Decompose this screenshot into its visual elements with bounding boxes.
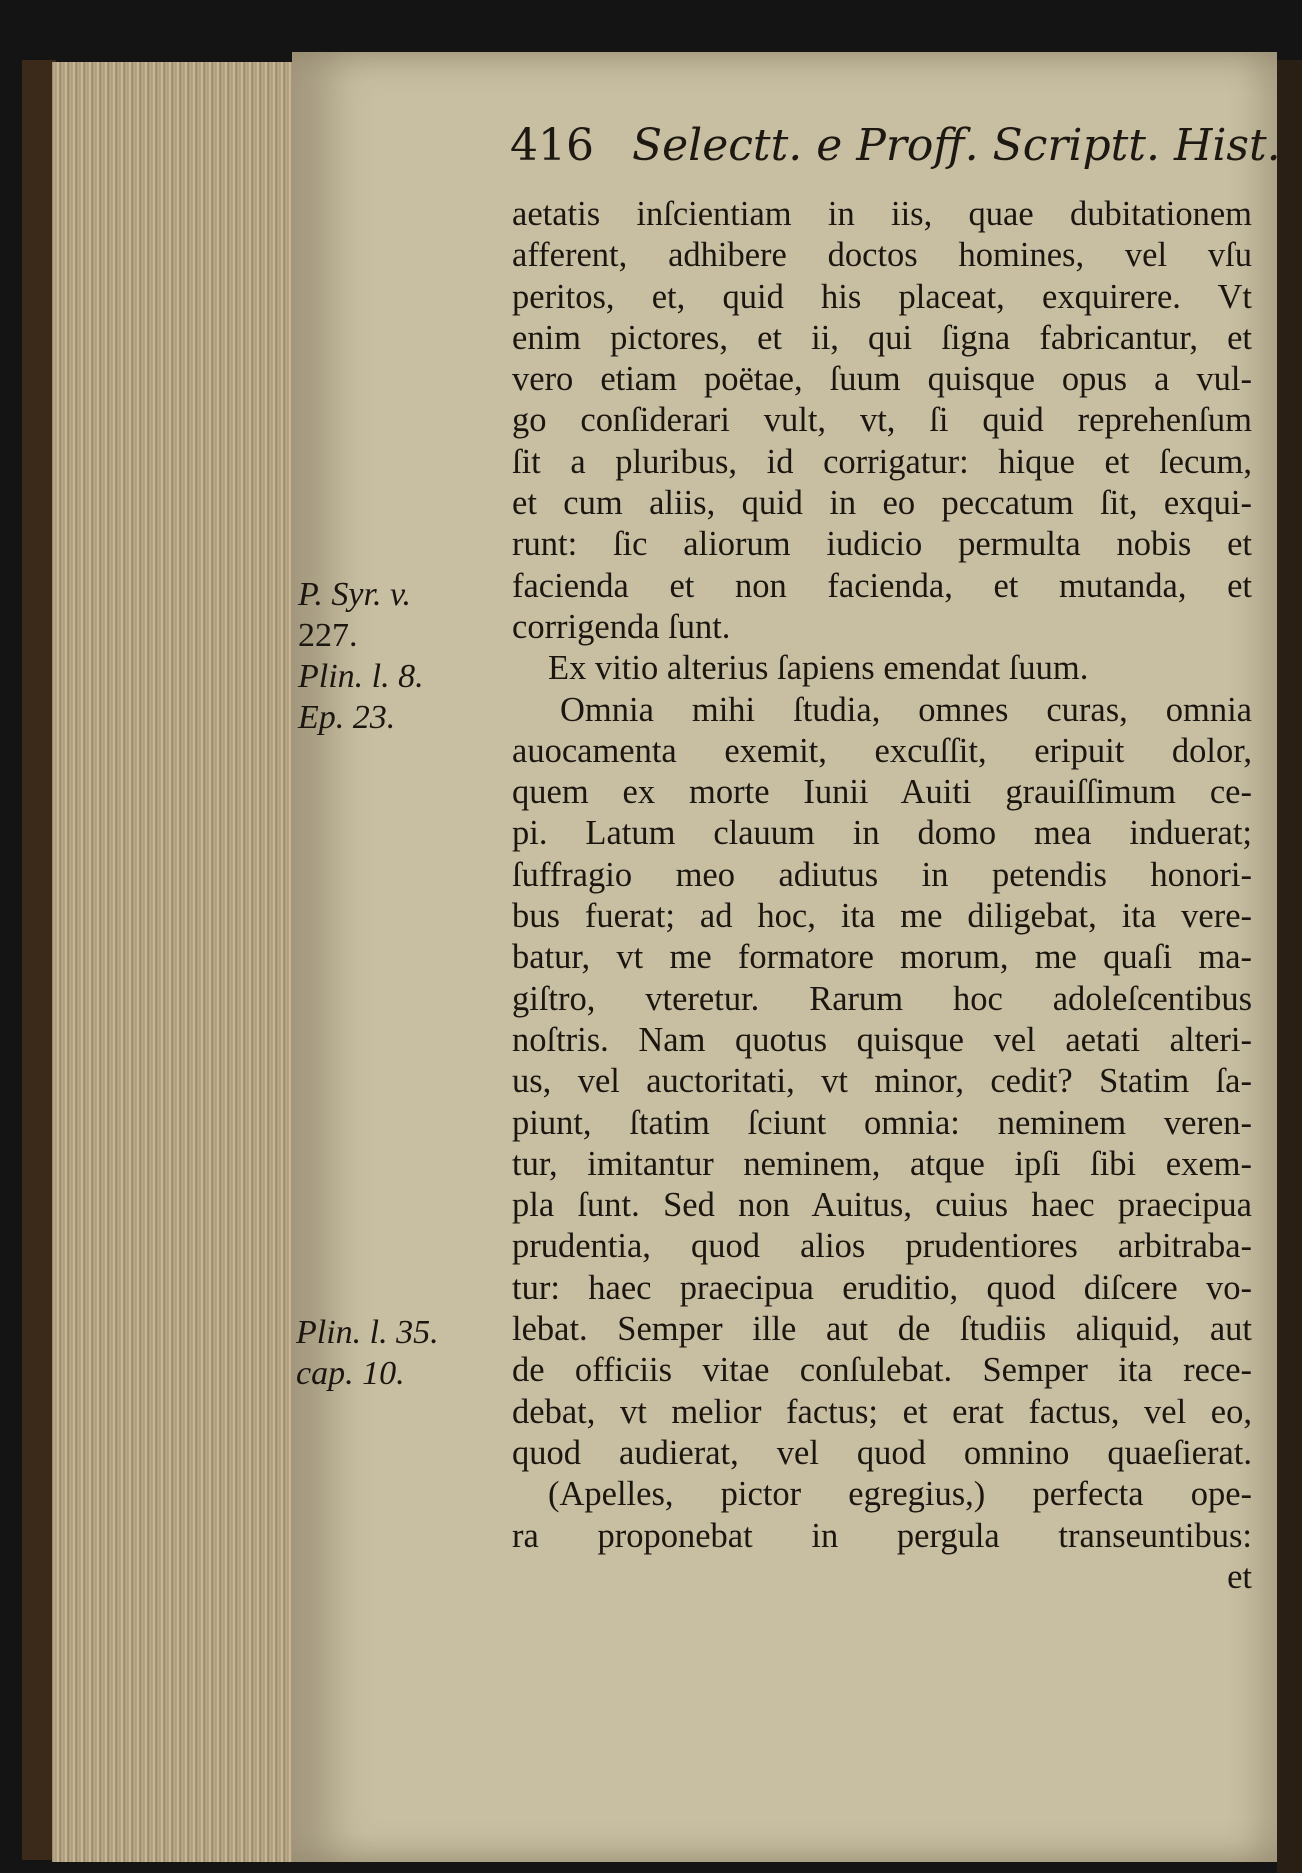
text-line: ra proponebat in pergula transeuntibus: xyxy=(512,1516,1252,1555)
book-cover-left xyxy=(22,60,56,1860)
book-cover-right xyxy=(1277,60,1302,1873)
text-line: batur, vt me formatore morum, me quaſi ma- xyxy=(512,938,1252,977)
text-line: lebat. Semper ille aut de ſtudiis aliquid, aut xyxy=(512,1310,1252,1349)
text-line: debat, vt melior factus; et erat factus, vel eo, xyxy=(512,1392,1252,1431)
margin-note: Ep. 23. xyxy=(298,699,396,736)
margin-note: cap. 10. xyxy=(296,1355,405,1392)
text-line: quod audierat, vel quod omnino quaeſierat. xyxy=(512,1433,1252,1472)
margin-note: Plin. l. 8. xyxy=(298,658,424,695)
text-line: Ex vitio alterius ſapiens emendat ſuum. xyxy=(548,649,1089,688)
text-line: pla ſunt. Sed non Auitus, cuius haec praecipua xyxy=(512,1186,1252,1225)
text-line: peritos, et, quid his placeat, exquirere. Vt xyxy=(512,277,1252,316)
margin-note: 227. xyxy=(298,617,358,654)
text-line: afferent, adhibere doctos homines, vel vſu xyxy=(512,236,1252,275)
page-edges xyxy=(52,62,294,1862)
page-number: 416 xyxy=(510,120,594,171)
text-line: vero etiam poëtae, ſuum quisque opus a vul- xyxy=(512,360,1252,399)
text-line: us, vel auctoritati, vt minor, cedit? Statim ſa- xyxy=(512,1062,1252,1101)
text-line: quem ex morte Iunii Auiti grauiſſimum ce- xyxy=(512,773,1252,812)
margin-note: P. Syr. v. xyxy=(298,576,412,613)
text-line: de officiis vitae conſulebat. Semper ita rece- xyxy=(512,1351,1252,1390)
text-line: enim pictores, et ii, qui ſigna fabricantur, et xyxy=(512,318,1252,357)
text-line: aetatis inſcientiam in iis, quae dubitationem xyxy=(512,195,1252,233)
text-line: runt: ſic aliorum iudicio permulta nobis et xyxy=(512,525,1252,564)
text-line: Omnia mihi ſtudia, omnes curas, omnia xyxy=(560,690,1252,729)
book-page xyxy=(292,52,1281,1862)
text-line: auocamenta exemit, excuſſit, eripuit dolor, xyxy=(512,731,1252,770)
text-line: ſuffragio meo adiutus in petendis honori- xyxy=(512,855,1252,894)
text-line: piunt, ſtatim ſciunt omnia: neminem veren- xyxy=(512,1103,1252,1142)
text-line: go conſiderari vult, vt, ſi quid reprehenſum xyxy=(512,401,1252,440)
text-line: tur, imitantur neminem, atque ipſi ſibi exem- xyxy=(512,1144,1252,1183)
text-line: facienda et non facienda, et mutanda, et xyxy=(512,566,1252,605)
text-line: pi. Latum clauum in domo mea induerat; xyxy=(512,814,1252,853)
text-line: bus fuerat; ad hoc, ita me diligebat, ita vere- xyxy=(512,897,1252,936)
text-line: noſtris. Nam quotus quisque vel aetati alteri- xyxy=(512,1020,1252,1059)
running-head xyxy=(510,120,1281,171)
body-text xyxy=(512,194,1252,1598)
text-line: tur: haec praecipua eruditio, quod diſcere vo- xyxy=(512,1268,1252,1307)
running-head-title: Selectt. e Proff. Scriptt. Hist. xyxy=(631,120,1281,171)
text-line: prudentia, quod alios prudentiores arbitraba- xyxy=(512,1227,1252,1266)
catchword: et xyxy=(1227,1557,1252,1596)
text-line: (Apelles, pictor egregius,) perfecta ope- xyxy=(548,1475,1252,1514)
margin-note: Plin. l. 35. xyxy=(296,1314,439,1351)
text-line: giſtro, vteretur. Rarum hoc adoleſcentibus xyxy=(512,979,1252,1018)
text-line: et cum aliis, quid in eo peccatum ſit, exqui- xyxy=(512,484,1252,523)
text-line: corrigenda ſunt. xyxy=(512,607,731,646)
text-line: ſit a pluribus, id corrigatur: hique et ſecum, xyxy=(512,442,1252,481)
